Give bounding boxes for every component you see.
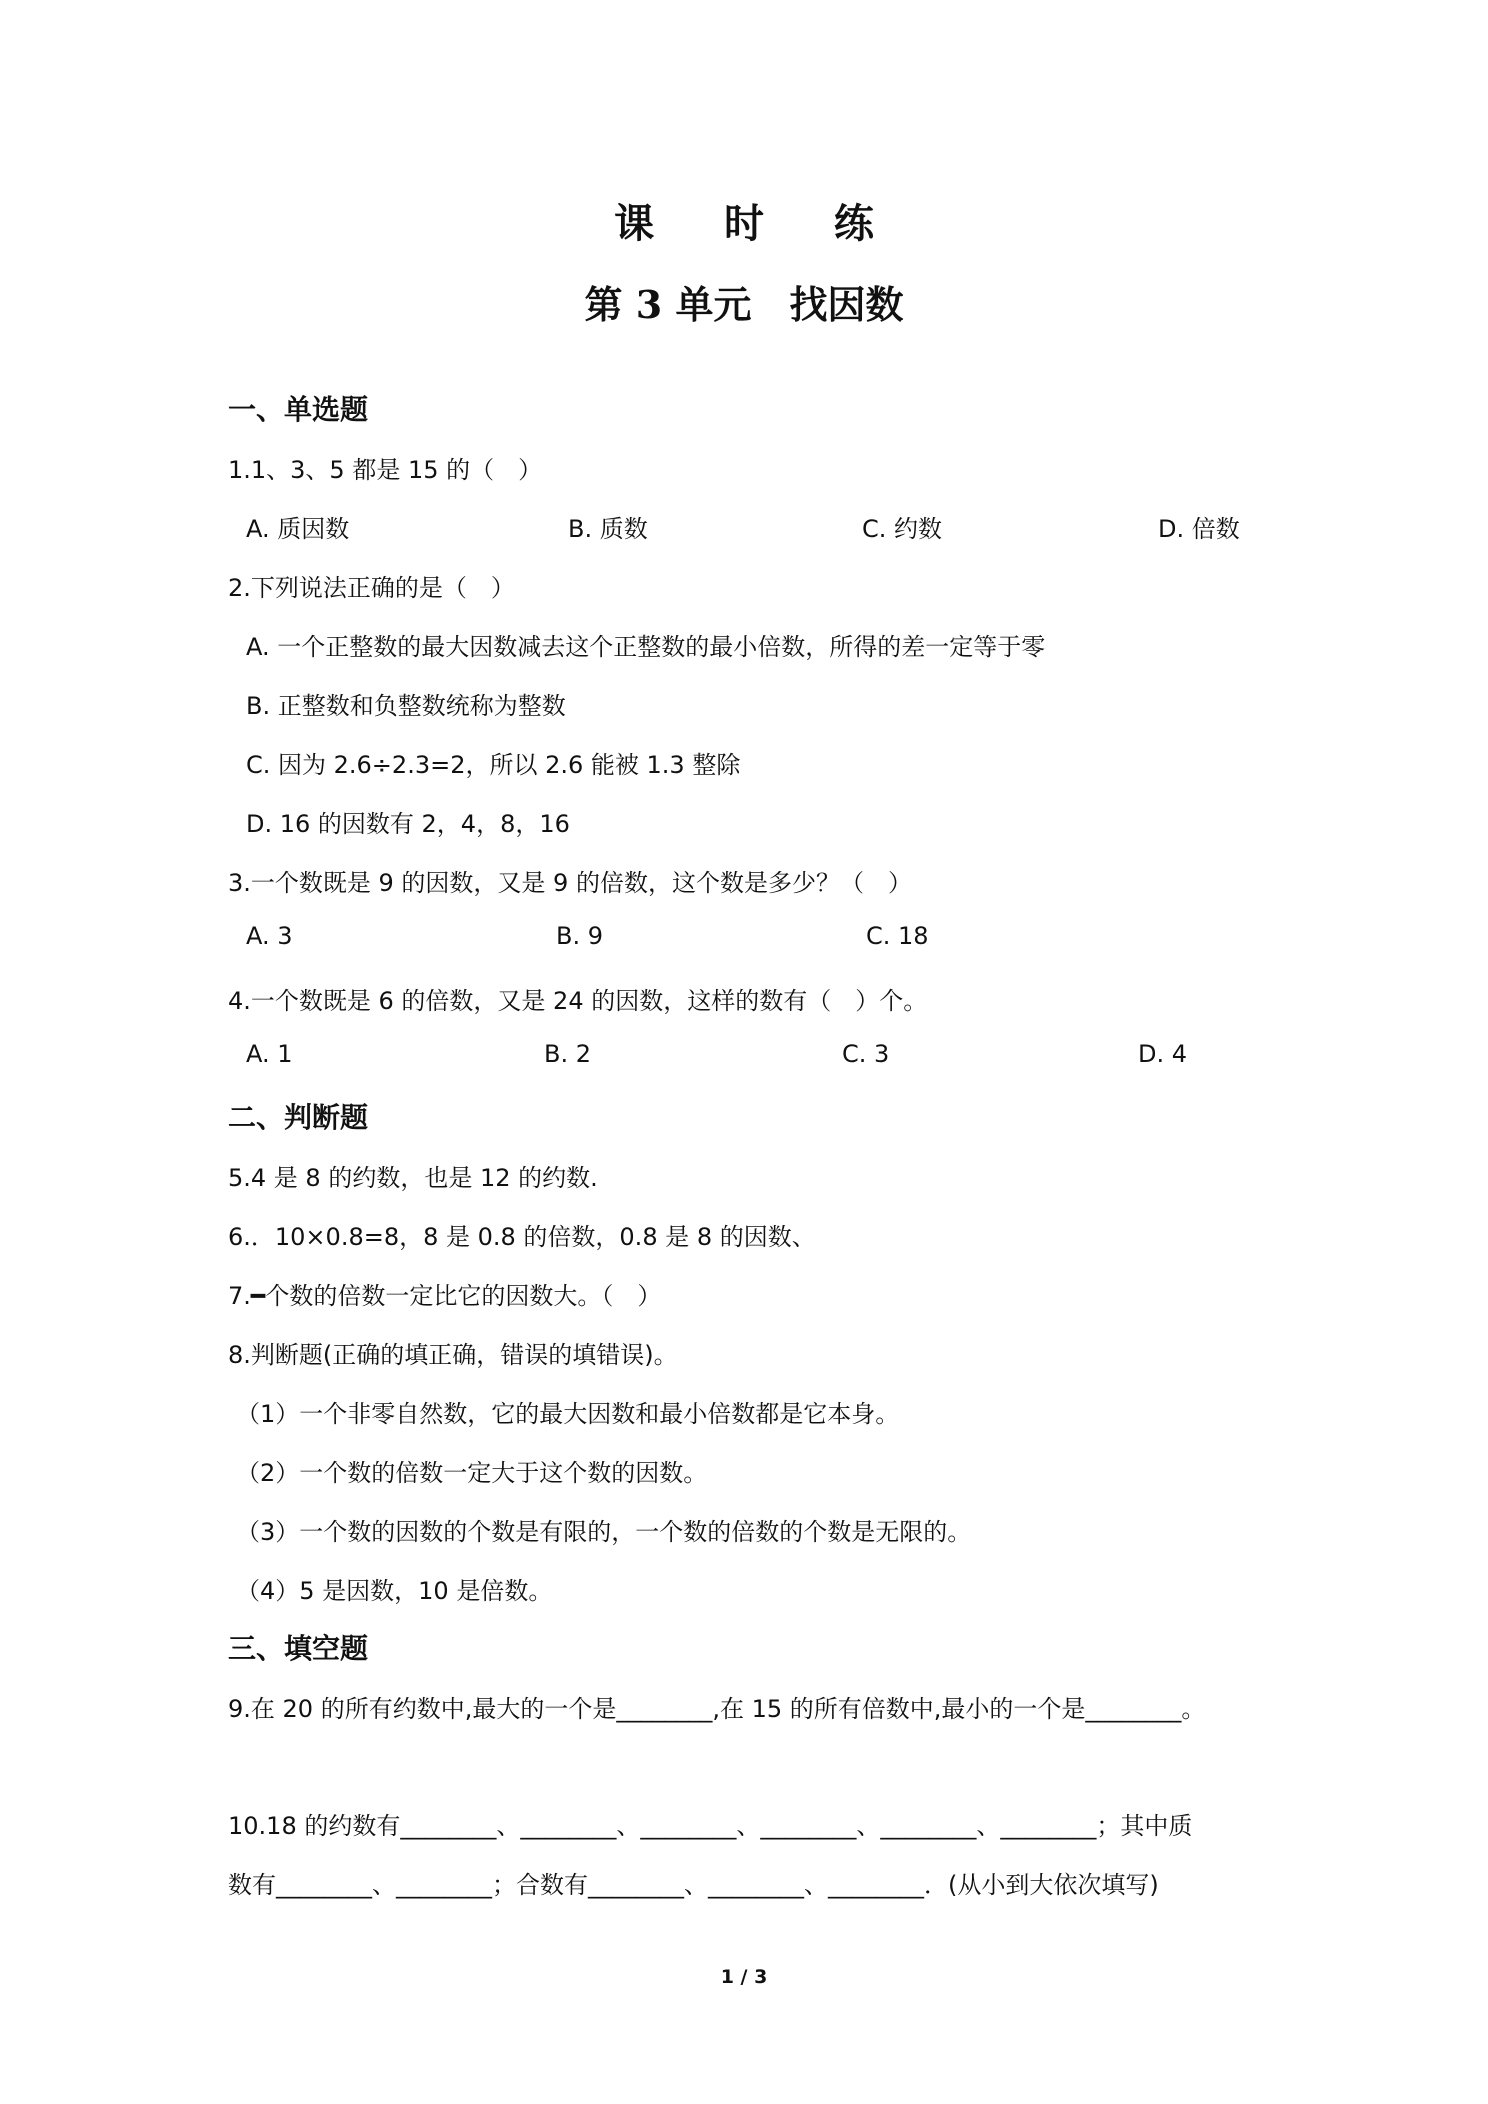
question-2-option-d: D. 16 的因数有 2，4，8，16 xyxy=(246,810,570,838)
section-heading-single-choice: 一、单选题 xyxy=(228,393,369,426)
question-8-item-4: （4）5 是因数，10 是倍数。 xyxy=(236,1577,553,1605)
question-6: 6.．10×0.8=8，8 是 0.8 的倍数，0.8 是 8 的因数、 xyxy=(228,1223,816,1251)
question-9: 9.在 20 的所有约数中,最大的一个是________,在 15 的所有倍数中,最小的一个是________。 xyxy=(228,1695,1206,1723)
question-2-option-b: B. 正整数和负整数统称为整数 xyxy=(246,692,566,720)
document-subtitle: 第 3 单元 找因数 xyxy=(584,282,904,327)
question-3-option-b: B. 9 xyxy=(556,922,603,950)
section-heading-fill-in: 三、填空题 xyxy=(228,1632,369,1665)
question-2-stem: 2.下列说法正确的是（ ） xyxy=(228,574,515,602)
question-1-option-a: A. 质因数 xyxy=(246,515,350,543)
question-5: 5.4 是 8 的约数，也是 12 的约数. xyxy=(228,1164,598,1192)
question-7: 7.━个数的倍数一定比它的因数大。（ ） xyxy=(228,1282,662,1310)
question-1-option-c: C. 约数 xyxy=(862,515,943,543)
question-3-option-c: C. 18 xyxy=(866,922,929,950)
question-1-stem: 1.1、3、5 都是 15 的（ ） xyxy=(228,456,543,484)
question-8-item-3: （3）一个数的因数的个数是有限的，一个数的倍数的个数是无限的。 xyxy=(236,1518,972,1546)
question-8-item-2: （2）一个数的倍数一定大于这个数的因数。 xyxy=(236,1459,708,1487)
document-title: 课 时 练 xyxy=(614,200,902,247)
question-8-item-1: （1）一个非零自然数，它的最大因数和最小倍数都是它本身。 xyxy=(236,1400,900,1428)
page-number: 1 / 3 xyxy=(720,1966,768,1988)
question-2-option-c: C. 因为 2.6÷2.3=2，所以 2.6 能被 1.3 整除 xyxy=(246,751,741,779)
question-8-stem: 8.判断题(正确的填正确，错误的填错误)。 xyxy=(228,1341,678,1369)
section-heading-true-false: 二、判断题 xyxy=(228,1101,369,1134)
question-4-option-c: C. 3 xyxy=(842,1040,890,1068)
question-3-stem: 3.一个数既是 9 的因数，又是 9 的倍数，这个数是多少？（ ） xyxy=(228,869,912,897)
question-1-option-b: B. 质数 xyxy=(568,515,648,543)
question-4-option-b: B. 2 xyxy=(544,1040,591,1068)
question-4-option-a: A. 1 xyxy=(246,1040,293,1068)
question-1-option-d: D. 倍数 xyxy=(1158,515,1240,543)
question-10-line-2: 数有________、________；合数有________、________、________．(从小到大依次填写) xyxy=(228,1871,1159,1899)
question-4-option-d: D. 4 xyxy=(1138,1040,1188,1068)
question-10-line-1: 10.18 的约数有________、________、________、________、________、________；其中质 xyxy=(228,1812,1193,1840)
question-2-option-a: A. 一个正整数的最大因数减去这个正整数的最小倍数，所得的差一定等于零 xyxy=(246,633,1046,661)
question-4-stem: 4.一个数既是 6 的倍数，又是 24 的因数，这样的数有（ ）个。 xyxy=(228,987,928,1015)
question-3-option-a: A. 3 xyxy=(246,922,293,950)
